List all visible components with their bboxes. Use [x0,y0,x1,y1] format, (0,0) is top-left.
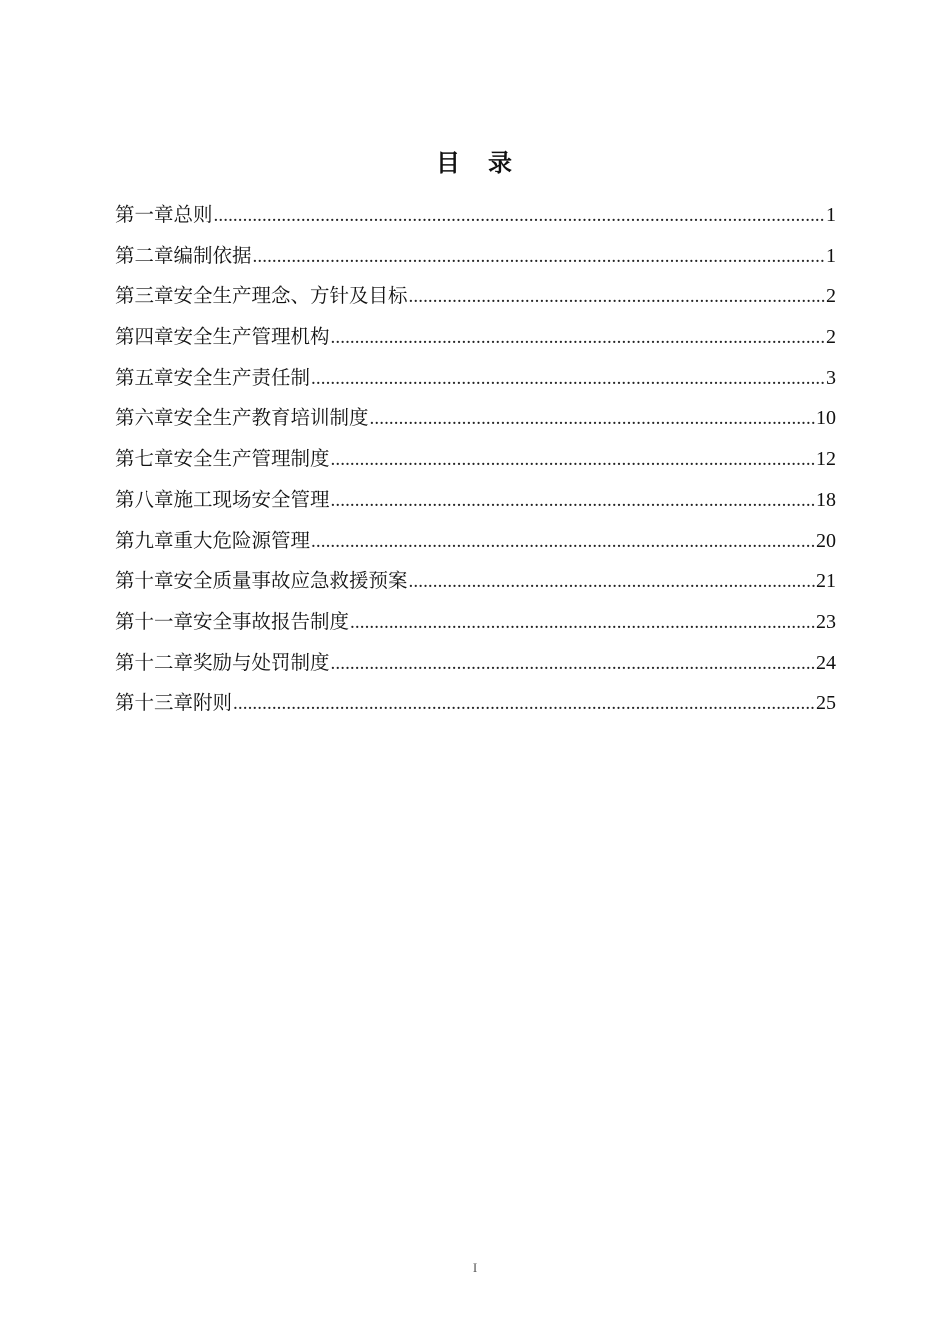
toc-entry-label: 第十二章奖励与处罚制度 [115,650,330,674]
toc-dot-leader [331,483,815,519]
toc-entry[interactable] [115,482,836,523]
toc-dot-leader [311,524,815,560]
toc-entry[interactable] [115,197,836,238]
toc-entry-page: 12 [816,448,836,471]
table-of-contents [115,197,836,726]
toc-title: 目 录 [436,148,514,177]
toc-entry-page: 2 [826,285,836,308]
toc-entry-page: 1 [826,204,836,226]
toc-entry-page: 21 [816,570,836,593]
toc-dot-leader [331,646,815,682]
toc-entry[interactable] [115,604,836,645]
toc-entry-page: 20 [816,529,836,552]
toc-entry-page: 1 [826,244,836,267]
toc-dot-leader [331,320,825,356]
toc-entry-label: 第一章总则 [115,203,213,226]
toc-entry[interactable] [115,645,836,686]
toc-entry-page: 23 [816,610,836,633]
toc-entry-label: 第九章重大危险源管理 [115,528,311,552]
toc-entry-label: 第五章安全生产责任制 [115,365,311,389]
toc-dot-leader [214,198,825,234]
toc-entry-page: 2 [826,326,836,349]
toc-dot-leader [331,442,815,478]
toc-entry[interactable] [115,238,836,279]
toc-dot-leader [311,361,825,397]
toc-entry-label: 第十章安全质量事故应急救援预案 [115,569,408,593]
toc-dot-leader [350,605,815,641]
toc-entry[interactable] [115,523,836,564]
toc-entry-label: 第十一章安全事故报告制度 [115,609,350,633]
toc-dot-leader [409,279,825,315]
toc-dot-leader [409,564,815,600]
page-number-footer: I [472,1260,478,1275]
toc-entry[interactable] [115,319,836,360]
toc-entry-label: 第三章安全生产理念、方针及目标 [115,284,408,308]
toc-entry-label: 第八章施工现场安全管理 [115,487,330,511]
toc-entry[interactable] [115,360,836,401]
toc-entry-label: 第十三章附则 [115,691,233,715]
toc-entry[interactable] [115,400,836,441]
toc-entry-page: 10 [816,407,836,430]
toc-entry-page: 25 [816,692,836,715]
toc-entry[interactable] [115,441,836,482]
toc-entry-label: 第四章安全生产管理机构 [115,325,330,349]
toc-entry-label: 第七章安全生产管理制度 [115,447,330,471]
toc-entry[interactable] [115,685,836,726]
toc-entry-page: 18 [816,488,836,511]
toc-dot-leader [370,401,815,437]
toc-entry[interactable] [115,563,836,604]
toc-entry-page: 3 [826,366,836,389]
toc-dot-leader [253,239,825,275]
toc-entry-label: 第六章安全生产教育培训制度 [115,406,369,430]
toc-entry-label: 第二章编制依据 [115,243,252,267]
toc-entry[interactable] [115,278,836,319]
toc-entry-page: 24 [816,651,836,674]
toc-dot-leader [233,686,815,722]
